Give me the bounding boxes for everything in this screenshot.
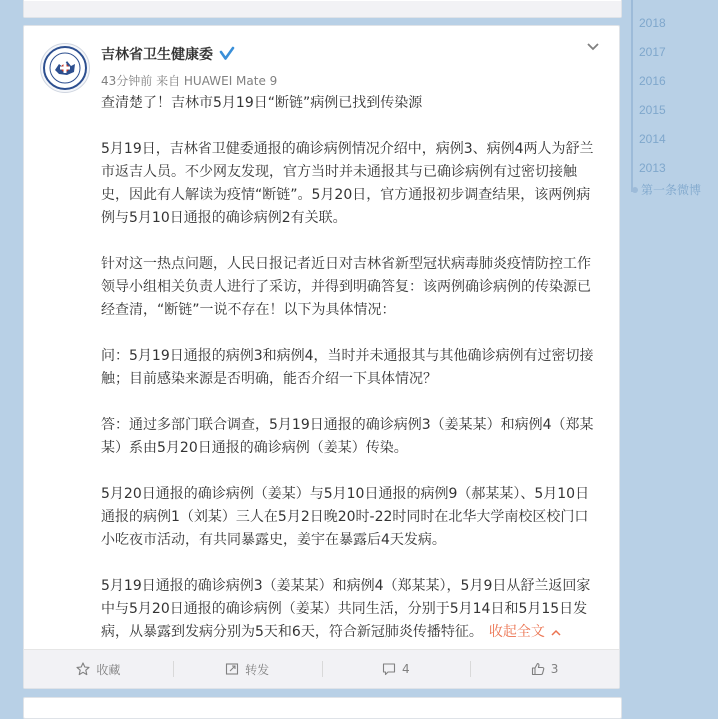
- chevron-down-icon[interactable]: [586, 42, 600, 52]
- collapse-label: 收起全文: [488, 624, 545, 640]
- timeline-year-2016[interactable]: 2016: [639, 74, 666, 88]
- post-content: [101, 92, 601, 644]
- favorite-button[interactable]: [24, 650, 173, 688]
- repost-icon: [225, 662, 239, 676]
- comment-icon: [382, 662, 396, 676]
- org-seal-icon: [41, 44, 89, 92]
- favorite-label: 收藏: [96, 662, 121, 677]
- first-weibo-label: 第一条微博: [641, 183, 702, 197]
- post-actionbar: [24, 649, 619, 688]
- post-meta: 43分钟前 来自 HUAWEI Mate 9: [101, 74, 278, 88]
- comment-count: 4: [402, 662, 410, 676]
- next-post-card: [23, 697, 622, 719]
- post-paragraph: 5月19日，吉林省卫健委通报的确诊病例情况介绍中，病例3、病例4两人为舒兰市返吉人员。不少网友发现，官方当时并未通报其与已确诊病例有过密切接触史，因此有人解读为疫情“断链”。5月20日，官方通报初步调查结果，该两例病例与5月10日通报的确诊病例2有关联。: [101, 141, 594, 226]
- previous-post-actionbar: [24, 1, 621, 17]
- like-count: 3: [550, 662, 559, 676]
- avatar[interactable]: [40, 43, 90, 93]
- post-paragraph-last: [101, 575, 601, 644]
- thumbs-up-icon: [531, 662, 545, 676]
- chevron-up-icon: [551, 621, 561, 644]
- timeline-year-2014[interactable]: 2014: [639, 132, 666, 146]
- first-weibo-link[interactable]: [632, 181, 701, 198]
- timeline-dot: [632, 187, 638, 193]
- post-paragraph: 5月19日通报的确诊病例3（姜某某）和病例4（郑某某），5月9日从舒兰返回家中与5月20日通报的确诊病例（姜某）共同生活，分别于5月14日和5月15日发病，从暴露到发病分别为5天和6天，符合新冠肺炎传播特征。: [101, 578, 591, 640]
- repost-label: 转发: [245, 662, 270, 677]
- star-icon: [76, 662, 90, 676]
- post-paragraph: 针对这一热点问题，人民日报记者近日对吉林省新型冠状病毒肺炎疫情防控工作领导小组相关负责人进行了采访，并得到明确答复：该两例确诊病例的传染源已经查清，“断链”一说不存在！以下为具体情况：: [101, 256, 591, 318]
- timeline-line: [631, 0, 633, 192]
- timeline-year-2013[interactable]: 2013: [639, 161, 666, 175]
- timeline-year-2015[interactable]: 2015: [639, 103, 666, 117]
- author-name[interactable]: 吉林省卫生健康委: [101, 47, 213, 63]
- post-paragraph: 答：通过多部门联合调查，5月19日通报的确诊病例3（姜某某）和病例4（郑某某）系由5月20日通报的确诊病例（姜某）传染。: [101, 417, 594, 456]
- post-card: [23, 25, 620, 689]
- timeline-year-2017[interactable]: 2017: [639, 45, 666, 59]
- like-button[interactable]: [470, 650, 619, 688]
- post-paragraph: 5月20日通报的确诊病例（姜某）与5月10日通报的病例9（郝某某）、5月10日通报的病例1（刘某）三人在5月2日晚20时-22时同时在北华大学南校区校门口小吃夜市活动，有共同暴露史，姜宇在暴露后4天发病。: [101, 486, 590, 548]
- post-headline: 查清楚了！吉林市5月19日“断链”病例已找到传染源: [101, 95, 423, 111]
- verified-badge-icon: [219, 46, 235, 62]
- collapse-text-link[interactable]: [489, 624, 561, 640]
- timeline-year-2018[interactable]: 2018: [639, 16, 666, 30]
- previous-post-card: [23, 0, 622, 18]
- post-paragraph: 问：5月19日通报的病例3和病例4，当时并未通报其与其他确诊病例有过密切接触；目前感染来源是否明确，能否介绍一下具体情况？: [101, 348, 594, 387]
- repost-button[interactable]: [173, 650, 322, 688]
- comment-button[interactable]: [322, 650, 471, 688]
